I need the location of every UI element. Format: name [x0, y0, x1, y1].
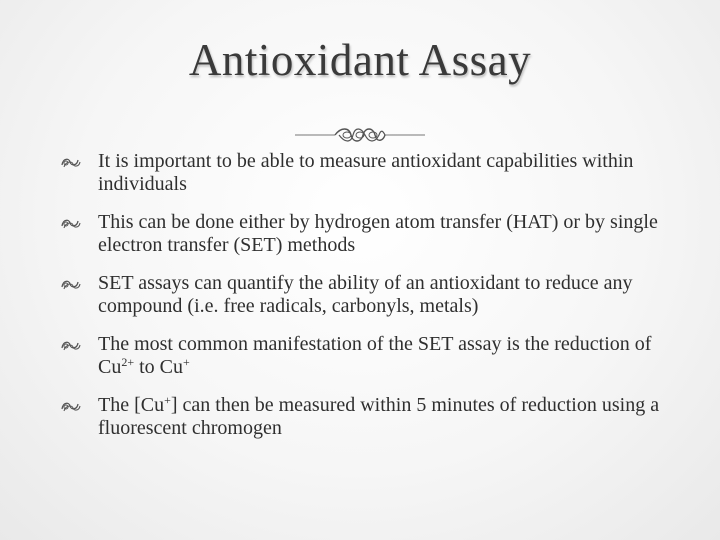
bullet-text-part: ] can then be measured within 5 minutes of reduction using a fluorescent chromogen [98, 394, 660, 439]
ornament-bullet-icon [60, 155, 82, 169]
bullet-text: SET assays can quantify the ability of an antioxidant to reduce any compound (i.e. free radicals, carbonyls, metals) [98, 272, 633, 317]
bullet-text-part: The [Cu [98, 394, 165, 416]
bullet-list [60, 150, 680, 455]
superscript: + [164, 393, 171, 407]
bullet-text-part: The most common manifestation of the SET assay is the reduction of Cu [98, 333, 652, 378]
bullet-text [98, 333, 651, 378]
bullet-text-part: to Cu [134, 356, 184, 378]
bullet-text: This can be done either by hydrogen atom transfer (HAT) or by single electron transfer (SET) methods [98, 211, 658, 256]
ornament-bullet-icon [60, 277, 82, 291]
ornament-bullet-icon [60, 338, 82, 352]
ornament-bullet-icon [60, 216, 82, 230]
slide-title: Antioxidant Assay [188, 35, 532, 85]
bullet-item [60, 394, 680, 440]
superscript: 2+ [121, 355, 135, 369]
bullet-item [60, 272, 680, 318]
bullet-item [60, 333, 680, 379]
scroll-ornament-icon [295, 124, 425, 146]
bullet-text: It is important to be able to measure antioxidant capabilities within individuals [98, 150, 634, 195]
bullet-item [60, 150, 680, 196]
bullet-text [98, 394, 659, 439]
bullet-item [60, 211, 680, 257]
superscript: + [183, 355, 190, 369]
ornament-bullet-icon [60, 399, 82, 413]
